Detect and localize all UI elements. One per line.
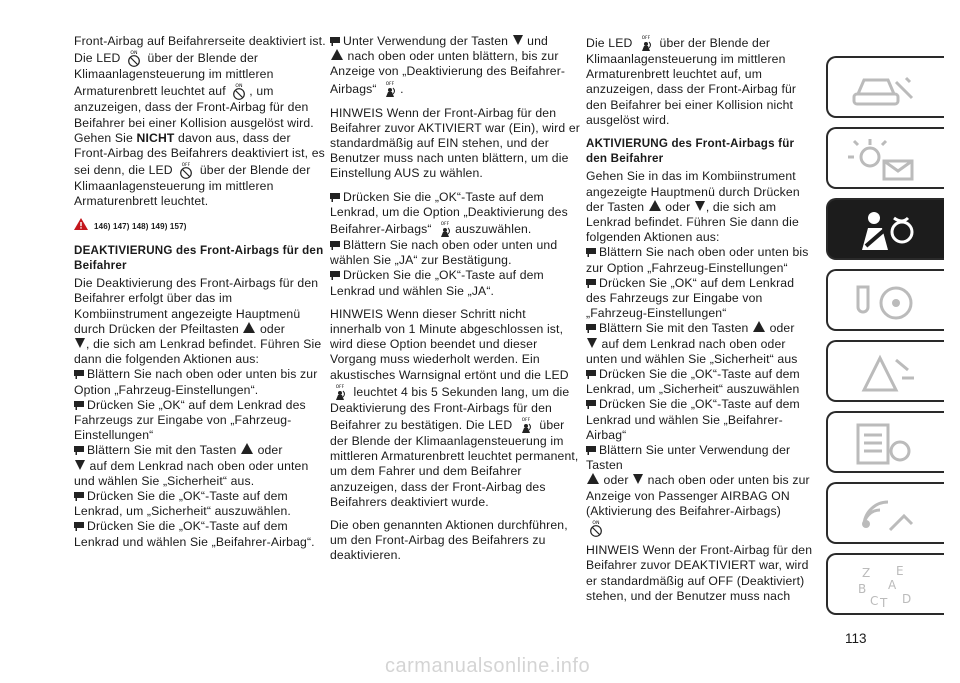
list-item bbox=[586, 276, 816, 322]
airbag-off-led-icon bbox=[332, 383, 348, 401]
text: Drücken Sie „OK“ auf dem Lenkrad des Fahrzeugs zur Eingabe von „Fahrzeug-Einstellungen“ bbox=[74, 397, 306, 443]
arrow-up-icon bbox=[243, 322, 255, 333]
svg-text:OFF: OFF bbox=[182, 162, 191, 168]
arrow-down-icon bbox=[587, 338, 597, 348]
tab-safety[interactable] bbox=[826, 198, 944, 260]
bullet-square-icon bbox=[586, 246, 596, 256]
bullet-square-icon bbox=[586, 277, 596, 287]
column-2 bbox=[330, 34, 580, 572]
text: nach oben oder unten bis zur Anzeige von Passenger AIRBAG ON (Aktivierung des Beifahrer-Airbags) bbox=[586, 473, 810, 518]
svg-text:OFF: OFF bbox=[335, 383, 345, 389]
airbag-off-led-icon bbox=[382, 80, 398, 98]
section-heading: AKTIVIERUNG des Front-Airbags für den Beifahrer bbox=[586, 137, 795, 166]
emergency-triangle-icon bbox=[844, 348, 924, 396]
text: Drücken Sie die „OK“-Taste auf dem Lenkrad, um die Option „Deaktivierung des Beifahrer-Airbags“ bbox=[330, 189, 568, 237]
text: . bbox=[400, 81, 404, 96]
tab-index[interactable] bbox=[826, 553, 944, 615]
text: auf dem Lenkrad nach oben oder unten und wählen Sie „Sicherheit“ aus. bbox=[74, 458, 309, 488]
list-item bbox=[330, 268, 580, 298]
airbag-on-led-icon bbox=[588, 519, 604, 537]
text: Drücken Sie die „OK“-Taste auf dem Lenkrad, um „Sicherheit“ auszuwählen. bbox=[74, 489, 291, 519]
list-item bbox=[586, 367, 816, 397]
list-item bbox=[586, 245, 816, 275]
text: Blättern Sie mit den Tasten bbox=[599, 321, 749, 336]
svg-text:OFF: OFF bbox=[385, 80, 395, 86]
bullet-square-icon bbox=[330, 191, 340, 201]
bullet-square-icon bbox=[74, 368, 84, 378]
list-item bbox=[74, 398, 326, 444]
text: davon aus, dass der Front-Airbag des Beifahrers deaktiviert ist, es sei denn, die LED bbox=[74, 130, 325, 178]
emphasis-text: NICHT bbox=[136, 130, 175, 145]
text: , die sich am Lenkrad befindet. Führen Sie dann die folgenden Aktionen aus: bbox=[74, 337, 322, 367]
text: Blättern Sie unter Verwendung der Tasten bbox=[586, 443, 791, 473]
airbag-on-led-icon bbox=[126, 49, 142, 67]
text: , um anzuzeigen, dass der Front-Airbag für den Beifahrer bei einer Kollision ausgelöst wird. Gehen Sie bbox=[74, 84, 314, 145]
steering-wheel-icon bbox=[844, 277, 924, 325]
text: Drücken Sie die „OK“-Taste auf dem Lenkrad und wählen Sie „Beifahrer-Airbag“ bbox=[586, 397, 800, 442]
list-item bbox=[74, 489, 326, 519]
column-3 bbox=[586, 34, 816, 612]
list-item bbox=[330, 238, 580, 268]
bullet-square-icon bbox=[330, 239, 340, 249]
airbag-off-led-icon bbox=[437, 220, 453, 238]
svg-text:ON: ON bbox=[130, 51, 138, 57]
text: auf dem Lenkrad nach oben oder unten und wählen Sie „Sicherheit“ aus bbox=[586, 336, 798, 366]
note-paragraph bbox=[330, 307, 580, 510]
paragraph bbox=[586, 169, 816, 245]
warning-triangle-icon bbox=[74, 218, 88, 235]
tab-multimedia[interactable] bbox=[826, 482, 944, 544]
text: Gehen Sie in das im Kombiinstrument angezeigte Hauptmenü durch Drücken der Tasten bbox=[586, 169, 800, 214]
text: Unter Verwendung der Tasten bbox=[343, 34, 509, 48]
airbag-off-led-icon bbox=[518, 416, 534, 434]
airbag-off-led-icon bbox=[638, 34, 654, 52]
text: auszuwählen. bbox=[455, 222, 532, 237]
index-letter: C bbox=[870, 594, 879, 608]
list-item bbox=[74, 367, 326, 397]
text: Drücken Sie die „OK“-Taste auf dem Lenkrad und wählen Sie „JA“. bbox=[330, 268, 544, 298]
tab-dashboard[interactable] bbox=[826, 56, 944, 118]
list-item bbox=[74, 519, 326, 549]
svg-text:ON: ON bbox=[235, 84, 243, 90]
index-letter: Z bbox=[862, 566, 871, 580]
arrow-down-icon bbox=[695, 201, 705, 211]
index-letter: A bbox=[888, 578, 897, 592]
tab-lights-mail[interactable] bbox=[826, 127, 944, 189]
text: Die LED bbox=[586, 36, 633, 50]
text: Blättern Sie nach oben oder unten bis zur Option „Fahrzeug-Einstellungen“. bbox=[74, 367, 318, 397]
index-letter: D bbox=[902, 592, 912, 606]
car-dashboard-icon bbox=[844, 64, 924, 112]
text: Front-Airbag auf Beifahrerseite deaktiviert ist. Die LED bbox=[74, 34, 326, 66]
list-item bbox=[330, 190, 580, 238]
paragraph bbox=[74, 276, 326, 367]
paragraph bbox=[74, 34, 326, 210]
arrow-down-icon bbox=[633, 474, 643, 484]
text: Blättern Sie nach oben oder unten und wählen Sie „JA“ zur Bestätigung. bbox=[330, 238, 558, 268]
bullet-square-icon bbox=[586, 322, 596, 332]
bullet-square-icon bbox=[74, 490, 84, 500]
column-1 bbox=[74, 34, 326, 550]
arrow-up-icon bbox=[241, 443, 253, 454]
bullet-square-icon bbox=[330, 269, 340, 279]
arrow-up-icon bbox=[587, 473, 599, 484]
watermark: carmanualsonline.info bbox=[385, 655, 591, 677]
svg-text:OFF: OFF bbox=[641, 35, 651, 40]
airbag-on-led-icon bbox=[231, 82, 247, 100]
bullet-square-icon bbox=[74, 399, 84, 409]
text: oder bbox=[769, 321, 795, 336]
page-number: 113 bbox=[845, 631, 867, 646]
arrow-up-icon bbox=[649, 200, 661, 211]
alphabet-index-icon bbox=[844, 561, 924, 609]
bullet-square-icon bbox=[74, 444, 84, 454]
text: über der Blende der Klimaanlagensteuerung im mittleren Armaturenbrett leuchtet. bbox=[74, 163, 311, 209]
text: Drücken Sie „OK“ auf dem Lenkrad des Fahrzeugs zur Eingabe von „Fahrzeug-Einstellungen“ bbox=[586, 275, 795, 321]
text: Blättern Sie mit den Tasten bbox=[87, 443, 237, 458]
list-item bbox=[586, 443, 816, 537]
index-letter: E bbox=[896, 564, 904, 578]
multimedia-signal-icon bbox=[844, 490, 924, 538]
svg-text:OFF: OFF bbox=[521, 417, 531, 423]
text: HINWEIS Wenn dieser Schritt nicht innerhalb von 1 Minute abgeschlossen ist, wird diese Option beendet und dieser Vorgang muss wiederholt werden. Ein akustisches Warnsignal ertönt und die LED bbox=[330, 306, 569, 382]
text: über der Blende der Klimaanlagensteuerung im mittleren Armaturenbrett leuchtet auf bbox=[74, 51, 274, 99]
list-item bbox=[74, 443, 326, 489]
note-paragraph: HINWEIS Wenn der Front-Airbag für den Beifahrer zuvor DEAKTIVIERT war, wird er standardmäßig auf OFF (Deaktiviert) stehen, und der Benutzer muss nach bbox=[586, 543, 813, 603]
chapter-tabs bbox=[826, 56, 944, 624]
text: oder bbox=[260, 321, 285, 336]
text: leuchtet 4 bis 5 Sekunden lang, um die Deaktivierung des Front-Airbags für den Beifahrer zu bestätigen. Die LED bbox=[330, 384, 570, 433]
warning-references bbox=[74, 218, 326, 235]
text: über der Blende der Klimaanlagensteuerung im mittleren Armaturenbrett leuchtet permanent, um dem Fahrer und dem Beifahrer anzuzeigen, dass der Front-Airbag des Beifahrers deaktiviert wurde. bbox=[330, 418, 579, 509]
tab-emergency[interactable] bbox=[826, 340, 944, 402]
bullet-square-icon bbox=[586, 444, 596, 454]
airbag-off-led-icon bbox=[178, 161, 194, 179]
text: nach oben oder unten blättern, bis zur Anzeige von „Deaktivierung des Beifahrer-Airbags“ bbox=[330, 49, 566, 96]
text: und bbox=[527, 34, 548, 48]
lights-mail-icon bbox=[844, 135, 924, 183]
arrow-down-icon bbox=[75, 338, 85, 348]
arrow-down-icon bbox=[513, 35, 523, 45]
text: oder bbox=[603, 473, 629, 488]
warning-refs-text: 146) 147) 148) 149) 157) bbox=[94, 221, 187, 231]
text: über der Blende der Klimaanlagensteuerung im mittleren Armaturenbrett leuchtet auf, um anzuzeigen, dass der Front-Airbag für den Beifahrer bei einer Kollision nicht ausgelöst wird. bbox=[586, 36, 797, 127]
paragraph: Die oben genannten Aktionen durchführen, um den Front-Airbag des Beifahrers zu deaktivieren. bbox=[330, 518, 568, 563]
text: Drücken Sie die „OK“-Taste auf dem Lenkrad und wählen Sie „Beifahrer-Airbag“. bbox=[74, 519, 315, 549]
arrow-up-icon bbox=[753, 321, 765, 332]
tab-starting-driving[interactable] bbox=[826, 269, 944, 331]
text: oder bbox=[257, 443, 283, 458]
section-heading: DEAKTIVIERUNG des Front-Airbags für den Beifahrer bbox=[74, 243, 324, 273]
bullet-square-icon bbox=[586, 368, 596, 378]
tab-maintenance[interactable] bbox=[826, 411, 944, 473]
maintenance-checklist-icon bbox=[844, 419, 924, 467]
bullet-square-icon bbox=[330, 35, 340, 45]
text: , die sich am Lenkrad befindet. Führen Sie dann die folgenden Aktionen aus: bbox=[586, 199, 799, 245]
arrow-down-icon bbox=[75, 460, 85, 470]
svg-text:OFF: OFF bbox=[440, 221, 450, 227]
svg-text:ON: ON bbox=[592, 521, 600, 527]
index-letter: T bbox=[880, 596, 888, 609]
index-letter: B bbox=[858, 582, 867, 596]
list-item bbox=[586, 397, 816, 443]
text: oder bbox=[665, 199, 691, 214]
note-paragraph: HINWEIS Wenn der Front-Airbag für den Beifahrer zuvor AKTIVIERT war (Ein), wird er standardmäßig auf EIN stehen, und der Benutzer muss nach unten blättern, um die Einstellung AUS zu wählen. bbox=[330, 105, 580, 181]
arrow-up-icon bbox=[331, 49, 343, 60]
bullet-square-icon bbox=[586, 398, 596, 408]
text: Blättern Sie nach oben oder unten bis zur Option „Fahrzeug-Einstellungen“ bbox=[586, 245, 809, 275]
list-item bbox=[586, 321, 816, 367]
text: Drücken Sie die „OK“-Taste auf dem Lenkrad, um „Sicherheit“ auszuwählen bbox=[586, 367, 800, 397]
list-item bbox=[330, 34, 580, 98]
airbag-passenger-icon bbox=[844, 206, 924, 254]
bullet-square-icon bbox=[74, 520, 84, 530]
paragraph bbox=[586, 34, 816, 128]
text: Die Deaktivierung des Front-Airbags für den Beifahrer erfolgt über das im Kombiinstrument angezeigte Hauptmenü durch Drücken der Pfeiltasten bbox=[74, 276, 319, 336]
